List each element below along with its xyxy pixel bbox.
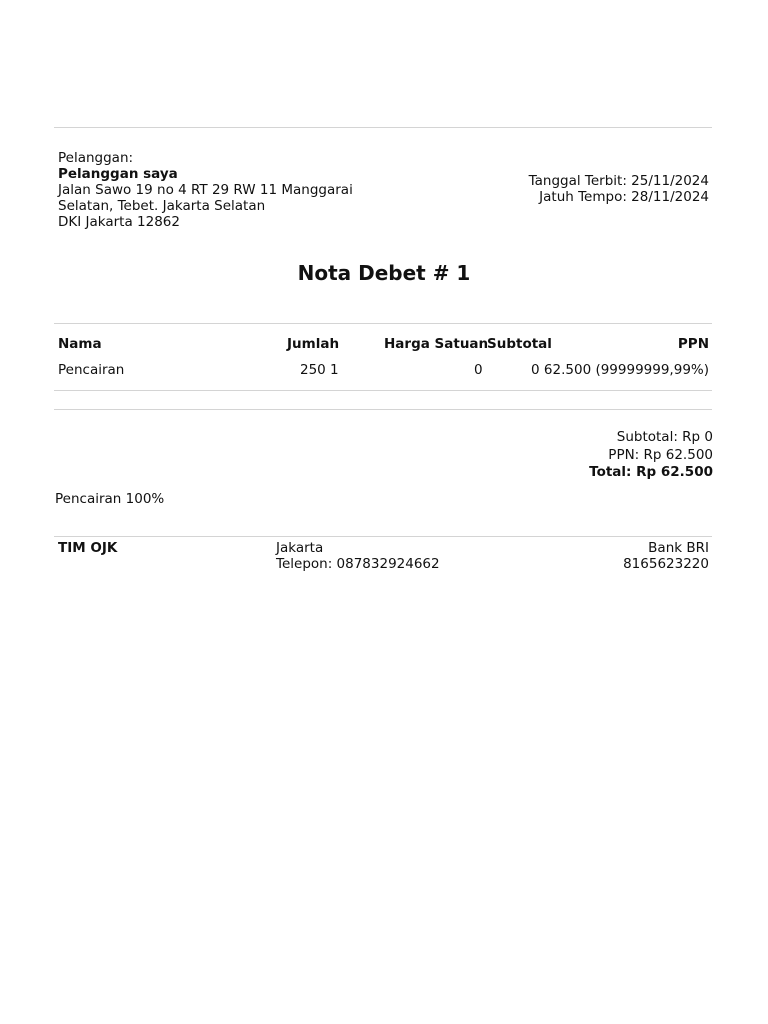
customer-address-line3: DKI Jakarta 12862 [58, 214, 180, 230]
header-ppn: PPN [677, 336, 709, 352]
footer-bank-account: 8165623220 [623, 556, 709, 572]
row-jumlah: 250 1 [300, 362, 339, 378]
customer-address-line2: Selatan, Tebet. Jakarta Selatan [58, 198, 266, 214]
header-subtotal: Subtotal [487, 336, 552, 352]
header-nama: Nama [58, 336, 102, 352]
totals-subtotal: Subtotal: Rp 0 [616, 429, 713, 445]
issue-date: Tanggal Terbit: 25/11/2024 [528, 173, 709, 189]
footer-phone: Telepon: 087832924662 [276, 556, 440, 572]
top-divider [54, 127, 712, 128]
payment-note: Pencairan 100% [55, 491, 165, 507]
document-title: Nota Debet # 1 [297, 261, 471, 285]
footer-bank-name: Bank BRI [648, 540, 709, 556]
customer-address-line1: Jalan Sawo 19 no 4 RT 29 RW 11 Manggarai [58, 182, 353, 198]
footer-divider [54, 536, 712, 537]
table-top-divider [54, 323, 712, 324]
totals-ppn: PPN: Rp 62.500 [608, 446, 713, 463]
due-date: Jatuh Tempo: 28/11/2024 [539, 189, 709, 205]
customer-block [58, 150, 378, 230]
row-nama: Pencairan [58, 362, 125, 378]
table-bottom-divider [54, 390, 712, 391]
customer-name: Pelanggan saya [58, 166, 178, 182]
footer-city: Jakarta [276, 540, 324, 556]
customer-label: Pelanggan: [58, 150, 134, 166]
header-harga-satuan: Harga Satuan [384, 336, 489, 352]
row-harga-satuan: 0 [474, 362, 483, 378]
footer-contact [276, 540, 440, 572]
header-jumlah: Jumlah [287, 336, 340, 352]
totals-total: Total: Rp 62.500 [589, 464, 713, 480]
totals-block [589, 429, 713, 482]
row-ppn: 0 62.500 (99999999,99%) [531, 362, 709, 378]
totals-divider [54, 409, 712, 410]
footer-bank [623, 540, 709, 572]
footer-company: TIM OJK [58, 540, 118, 556]
dates-block [529, 173, 709, 205]
